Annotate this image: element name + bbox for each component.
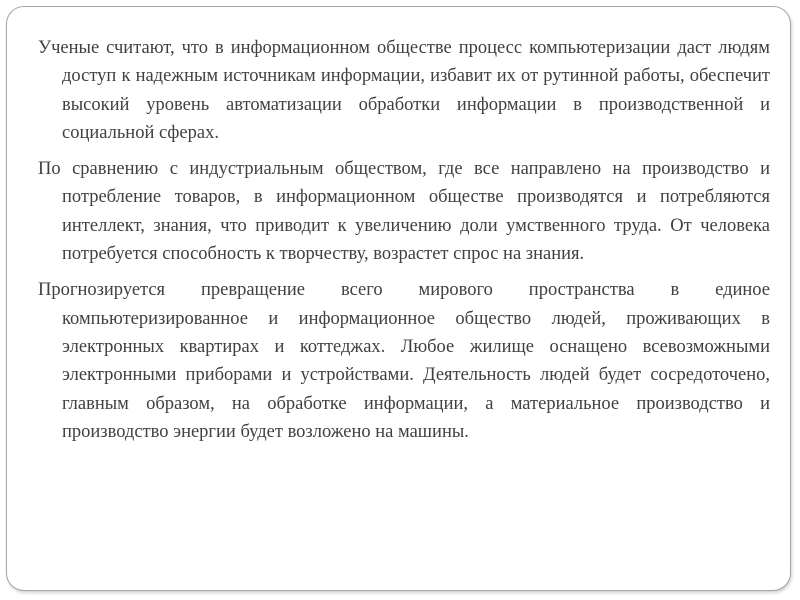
slide-body bbox=[38, 34, 770, 454]
paragraph-computerization: Ученые считают, что в информационном обществе процесс компьютеризации даст людям доступ к надежным источникам информации, избавит их от рутинной работы, обеспечит высокий уровень автоматизации обработки информации в производственной и социальной сферах. bbox=[38, 38, 770, 143]
paragraph-industrial-comparison: По сравнению с индустриальным обществом, где все направлено на производство и потребление товаров, в информационном обществе производятся и потребляются интеллект, знания, что приводит к увеличению доли умственного труда. От человека потребуется способность к творчеству, возрастет спрос на знания. bbox=[38, 159, 770, 265]
paragraph-forecast: Прогнозируется превращение всего мирового пространства в единое компьютеризированное и информационное общество людей, проживающих в электронных квартирах и коттеджах. Любое жилище оснащено всевозможными электронными приборами и устройствами. Деятельность людей будет сосредоточено, главным образом, на обработке информации, а материальное производство и производство энергии будет возложено на машины. bbox=[38, 280, 770, 442]
